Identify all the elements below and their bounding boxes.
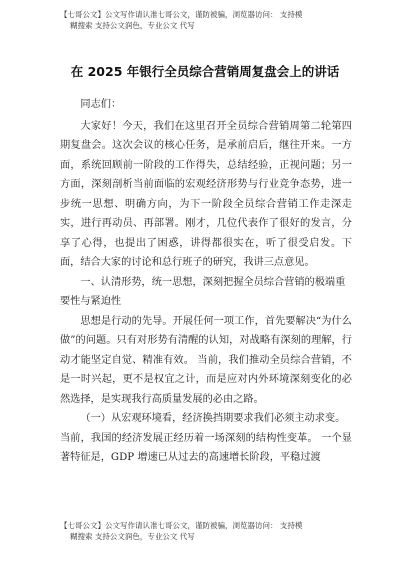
header-watermark-note [60,9,380,31]
footer-note-line-1: 【七哥公文】公文写作请认准七哥公文，谨防被骗，浏览器访问： 支持模 [60,521,303,530]
salutation: 同志们： [80,99,122,110]
document-title: 在 2025 年银行全员综合营销周复盘会上的讲话 [70,64,340,79]
section-heading-1: 一、认清形势，统一思想，深刻把握全员综合营销的极端重要性与紧迫性 [60,276,346,307]
header-note-line-2: 糊搜索 支持公文润色，专业公文 代写 [70,21,195,30]
header-note-line-1: 【七哥公文】公文写作请认准七哥公文，谨防被骗，浏览器访问： 支持模 [60,10,303,19]
footer-note-line-2: 糊搜索 支持公文润色，专业公文 代写 [70,532,195,541]
section-1-paragraph: 思想是行动的先导。开展任何一项工作，首先要解决“为什么做”的问题。只有对形势有清醒的认知，对战略有深刻的理解，行动才能坚定自觉、精准有效。 当前，我们推动全员综合营销，不是一时兴起，更不是权宜之计，而是应对内外环境深刻变化的必然选择，是实现我行高质量发展的必由之路。 [60,315,352,405]
document-body [60,95,352,468]
footer-watermark-note [60,520,380,542]
opening-paragraph: 大家好！今天，我们在这里召开全员综合营销周第二轮第四期复盘会。这次会议的核心任务，是承前启后，继往开来。一方面，系统回顾前一阶段的工作得失，总结经验，正视问题；另一方面，深刻剖析当前面临的宏观经济形势与行业竞争态势，进一步统一思想、明确方向，为下一阶段全员综合营销工作走深走实，进行再动员、再部署。刚才，几位代表作了很好的发言，分享了心得，也提出了困惑，讲得都很实在，听了很受启发。下面，结合大家的讨论和总行班子的研究，我讲三点意见。 [60,120,352,268]
subsection-heading-1: （一）从宏观环境看，经济换挡期要求我们必须主动求变。 [80,413,346,424]
subsection-1-paragraph: 当前，我国的经济发展正经历着一场深刻的结构性变革。 一个显著特征是，GDP 增速已从过去的高速增长阶段，平稳过渡 [60,432,352,463]
